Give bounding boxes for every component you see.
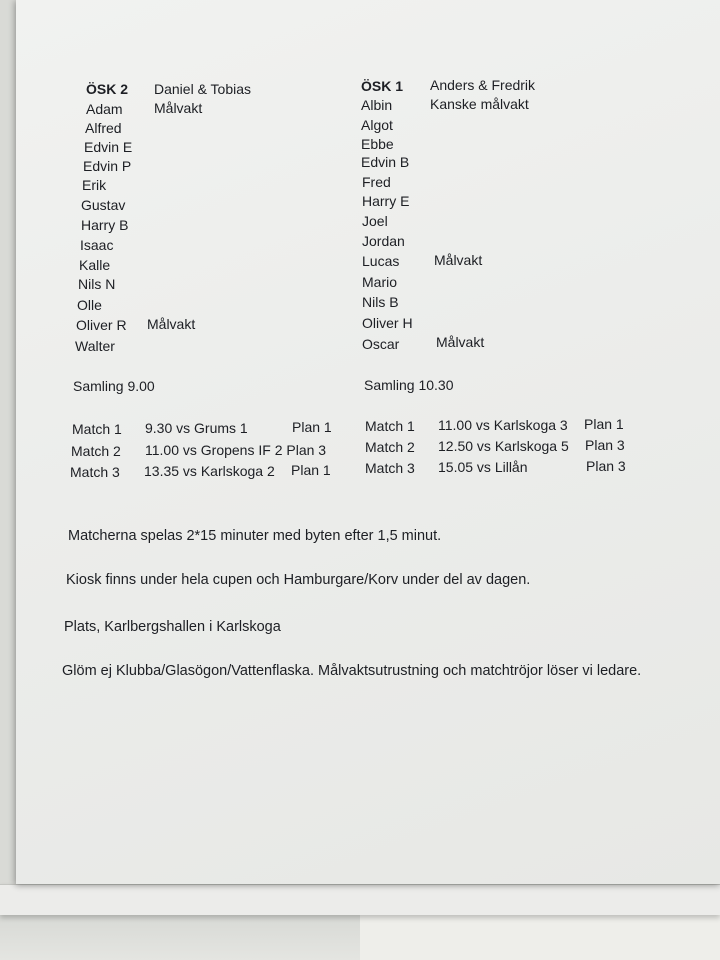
player-osk2: Gustav [81,197,126,213]
player-osk2: Erik [82,177,107,193]
player-osk1: Edvin B [361,154,410,170]
match-name: Match 2 [71,443,121,459]
match-name: Match 3 [70,464,120,480]
paper-stack-edge [0,884,720,915]
match-plan: Plan 1 [291,462,331,478]
match-detail: 11.00 vs Gropens IF 2 Plan 3 [145,442,327,458]
player-osk1: Mario [362,274,398,290]
player-osk2: Isaac [80,237,114,253]
player-osk2: Edvin E [84,139,133,155]
player-osk1: Albin [361,97,393,113]
player-osk1: Algot [361,117,393,133]
player-osk2: Oliver R [76,317,127,333]
player-osk1: Ebbe [361,136,394,152]
player-osk1: Nils B [362,294,399,310]
match-plan: Plan 1 [584,416,624,432]
maybe-goalkeeper-label: Kanske målvakt [430,96,529,112]
match-name: Match 1 [72,421,122,437]
match-detail: 15.05 vs Lillån [438,459,528,475]
player-osk2: Nils N [78,276,116,292]
player-osk1: Lucas [362,253,400,269]
match-detail: 13.35 vs Karlskoga 2 [144,463,275,479]
location-note: Plats, Karlbergshallen i Karlskoga [64,619,281,635]
player-osk1: Jordan [362,233,405,249]
goalkeeper-label: Målvakt [434,252,483,268]
kiosk-note: Kiosk finns under hela cupen och Hamburgare/Korv under del av dagen. [66,572,531,588]
match-name: Match 3 [365,460,415,476]
player-osk1: Oliver H [362,315,413,331]
player-osk2: Walter [75,338,115,354]
player-osk2: Harry B [81,217,129,233]
gathering-time-osk2: Samling 9.00 [73,378,155,394]
player-osk2: Olle [77,297,102,313]
player-osk2: Adam [86,101,123,117]
player-osk2: Edvin P [83,158,132,174]
coaches-osk2: Daniel & Tobias [154,81,252,97]
match-detail: 9.30 vs Grums 1 [145,420,248,436]
team-name-osk2: ÖSK 2 [86,81,129,97]
match-detail: 11.00 vs Karlskoga 3 [438,417,568,433]
player-osk2: Kalle [79,257,111,273]
player-osk1: Oscar [362,336,400,352]
match-plan: Plan 3 [586,458,626,474]
match-plan: Plan 1 [292,419,332,435]
match-name: Match 2 [365,439,415,455]
goalkeeper-label: Målvakt [147,316,196,332]
player-osk2: Alfred [85,120,122,136]
goalkeeper-label: Målvakt [154,100,203,116]
reminder-note: Glöm ej Klubba/Glasögon/Vattenflaska. Målvaktsutrustning och matchtröjor löser vi ledare. [62,663,642,679]
gathering-time-osk1: Samling 10.30 [364,377,454,393]
goalkeeper-label: Målvakt [436,334,485,350]
match-plan: Plan 3 [585,437,625,453]
player-osk1: Harry E [362,193,410,209]
player-osk1: Fred [362,174,391,190]
player-osk1: Joel [362,213,388,229]
match-detail: 12.50 vs Karlskoga 5 [438,438,569,454]
match-name: Match 1 [365,418,415,434]
team-name-osk1: ÖSK 1 [361,78,404,94]
match-format-note: Matcherna spelas 2*15 minuter med byten efter 1,5 minut. [68,528,442,544]
coaches-osk1: Anders & Fredrik [430,77,536,93]
